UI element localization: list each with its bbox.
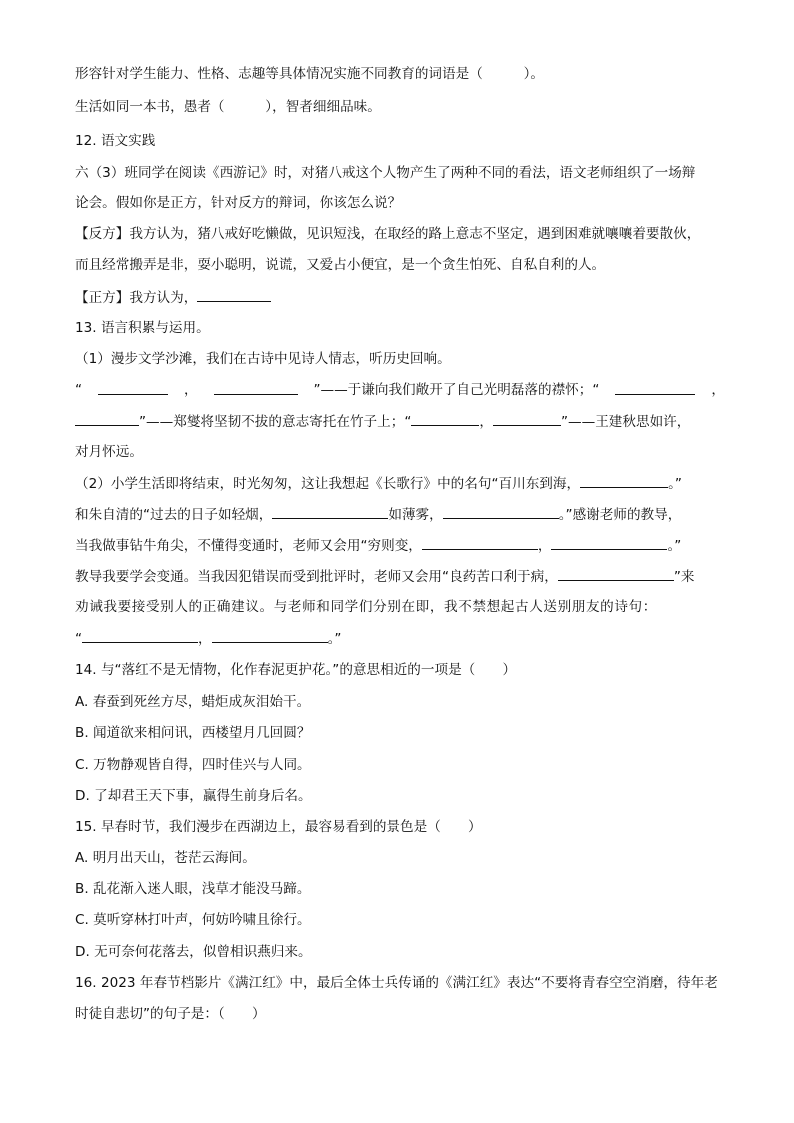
q12-proponent-label: 【正方】我方认为，: [75, 290, 198, 306]
answer-blank[interactable]: [615, 380, 695, 395]
q12-proponent-line: [75, 287, 725, 308]
answer-blank[interactable]: [272, 504, 388, 519]
q13-2-text-a: （2）小学生活即将结束，时光匆匆，这让我想起《长歌行》中的名句“百川东到海，: [75, 476, 581, 492]
q12-opponent-line-1: 【反方】我方认为，猪八戒好吃懒做，见识短浅，在取经的路上意志不坚定，遇到困难就嚷嚷着要散伙，: [75, 226, 701, 242]
q13-2-text-b3: 。”感谢老师的教导，: [558, 507, 682, 523]
q16-line-1: 16. 2023 年春节档影片《满江红》中，最后全体士兵传诵的《满江红》表达“不要将青春空空消磨，待年老: [75, 975, 718, 991]
q11-line-1: 形容针对学生能力、性格、志趣等具体情况实施不同教育的词语是（ ）。: [75, 66, 544, 82]
answer-blank[interactable]: [212, 628, 328, 643]
comma: ，: [537, 538, 552, 554]
q11-line-2: 生活如同一本书，愚者（ ），智者细细品味。: [75, 99, 381, 115]
q12-title: 12. 语文实践: [75, 133, 156, 149]
answer-blank[interactable]: [558, 566, 674, 581]
comma: ，: [479, 414, 493, 430]
answer-blank[interactable]: [75, 411, 139, 426]
q14-option-d[interactable]: D. 了却君王天下事，赢得生前身后名。: [75, 788, 312, 804]
answer-blank[interactable]: [580, 473, 668, 488]
q12-paragraph-1: 六（3）班同学在阅读《西游记》时，对猪八戒这个人物产生了两种不同的看法，语文老师组织了一场辩: [75, 165, 696, 181]
q13-1-text-wangjian: ”——王建秋思如许，: [560, 414, 691, 430]
q14-title: 14. 与“落红不是无情物，化作春泥更护花。”的意思相近的一项是（ ）: [75, 662, 517, 678]
q13-1-intro: （1）漫步文学沙滩，我们在古诗中见诗人情志，听历史回响。: [75, 351, 451, 367]
q15-option-c[interactable]: C. 莫听穿林打叶声，何妨吟啸且徐行。: [75, 912, 311, 928]
answer-blank[interactable]: [214, 380, 298, 395]
q13-title: 13. 语言积累与运用。: [75, 320, 210, 336]
answer-blank[interactable]: [422, 535, 538, 550]
q13-1-text-yuqian: ”——于谦向我们敞开了自己光明磊落的襟怀；“: [313, 382, 600, 398]
q12-paragraph-2: 论会。假如你是正方，针对反方的辩词，你该怎么说？: [75, 195, 402, 211]
period-quote: 。”: [668, 476, 682, 492]
q13-2-line-a: [75, 473, 725, 494]
q13-2-line-c: [75, 535, 725, 556]
q13-2-text-b1: 和朱自清的“过去的日子如轻烟，: [75, 507, 273, 523]
answer-blank[interactable]: [411, 411, 479, 426]
q16-line-2: 时徒自悲切”的句子是：（ ）: [75, 1006, 266, 1022]
q14-option-c[interactable]: C. 万物静观皆自得，四时佳兴与人同。: [75, 757, 311, 773]
quote-open: “: [75, 382, 83, 398]
answer-blank[interactable]: [82, 628, 198, 643]
answer-blank[interactable]: [551, 535, 667, 550]
q13-1-line-c: 对月怀远。: [75, 444, 143, 460]
q15-option-b[interactable]: B. 乱花渐入迷人眼，浅草才能没马蹄。: [75, 881, 311, 897]
q15-option-d[interactable]: D. 无可奈何花落去，似曾相识燕归来。: [75, 944, 312, 960]
q14-option-b[interactable]: B. 闻道欲来相问讯，西楼望月几回圆？: [75, 725, 311, 741]
q13-2-text-d1: 教导我要学会变通。当我因犯错误而受到批评时，老师又会用“良药苦口利于病，: [75, 569, 558, 585]
q13-2-text-b2: 如薄雾，: [388, 507, 443, 523]
q13-2-line-e: 劝诫我要接受别人的正确建议。与老师和同学们分别在即，我不禁想起古人送别朋友的诗句：: [75, 599, 657, 615]
period-quote: 。”: [667, 538, 682, 554]
comma: ，: [711, 382, 725, 398]
q13-1-line-a: [75, 380, 725, 400]
answer-blank[interactable]: [443, 504, 559, 519]
q13-2-line-d: [75, 566, 725, 587]
period-quote: 。”: [327, 631, 342, 647]
q15-option-a[interactable]: A. 明月出天山，苍茫云海间。: [75, 850, 256, 866]
quote-open: “: [75, 631, 83, 647]
comma: ，: [183, 382, 198, 398]
q15-title: 15. 早春时节，我们漫步在西湖边上，最容易看到的景色是（ ）: [75, 819, 482, 835]
comma: ，: [198, 631, 212, 647]
q13-2-text-d2: ”来: [673, 569, 695, 585]
q13-1-line-b: [75, 411, 725, 432]
answer-blank[interactable]: [98, 380, 168, 395]
q12-opponent-line-2: 而且经常搬弄是非，耍小聪明，说谎，又爱占小便宜，是一个贪生怕死、自私自利的人。: [75, 257, 606, 273]
q13-2-line-f: [75, 628, 725, 649]
q14-option-a[interactable]: A. 春蚕到死丝方尽，蜡炬成灰泪始干。: [75, 694, 311, 710]
q13-2-text-c1: 当我做事钻牛角尖，不懂得变通时，老师又会用“穷则变，: [75, 538, 422, 554]
answer-blank[interactable]: [493, 411, 561, 426]
answer-blank[interactable]: [197, 287, 271, 302]
q13-2-line-b: [75, 504, 725, 525]
q13-1-text-zhengxie: ”——郑燮将坚韧不拔的意志寄托在竹子上；“: [139, 414, 412, 430]
